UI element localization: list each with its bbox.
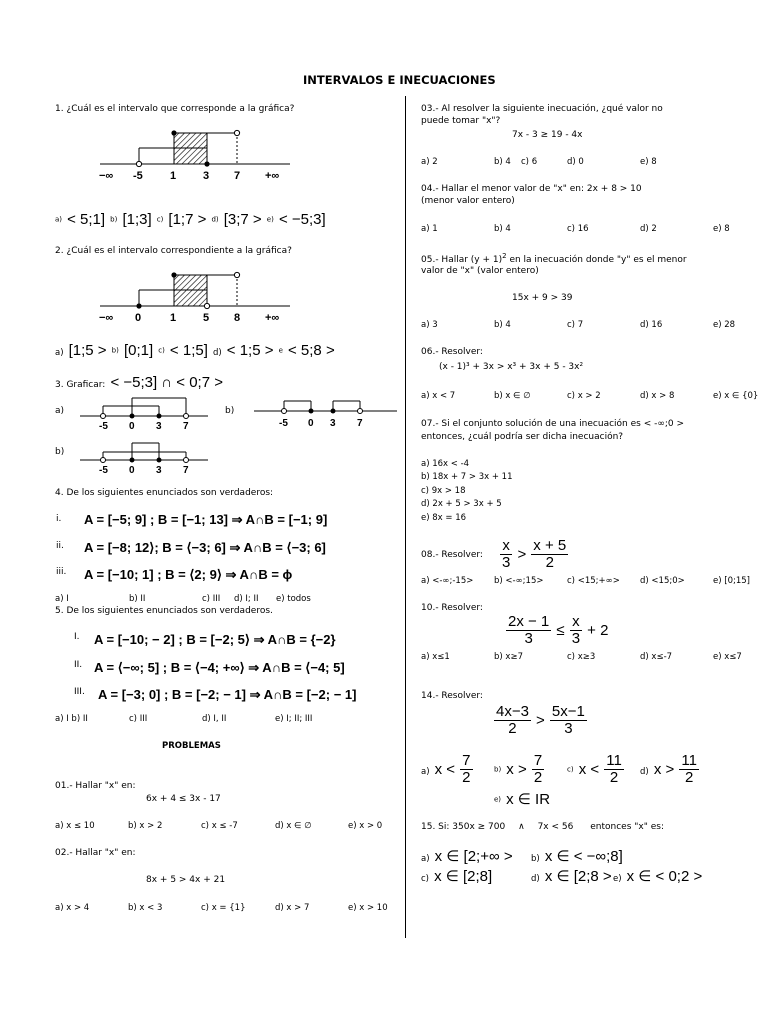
- p14-option-den: 2: [609, 769, 619, 786]
- q4-item-text: A = [−5; 9] ; B = [−1; 13] ⇒ A∩B = [−1; 9]: [84, 512, 328, 527]
- p02-option: d) x > 7: [275, 903, 310, 913]
- q1-option-letter: e): [266, 215, 274, 224]
- p14-option-letter: a): [421, 767, 430, 777]
- p10-option: b) x≥7: [494, 652, 523, 662]
- p07-option: d) 2x + 5 > 3x + 5: [421, 499, 502, 509]
- p14-option-letter: b): [494, 765, 502, 774]
- q2-tick: 8: [234, 312, 241, 324]
- p14-option-a: [421, 753, 473, 786]
- p14-option-den: 2: [684, 769, 694, 786]
- p15-option-e: [613, 866, 702, 885]
- p10-rhs-num: x: [572, 613, 580, 630]
- q3-option-c-letter: b): [55, 447, 65, 457]
- q3b-tick: 7: [357, 418, 363, 429]
- p06-option: a) x < 7: [421, 391, 456, 401]
- p15-question: [421, 822, 664, 832]
- p10-lhs-num: 2x − 1: [508, 613, 550, 630]
- q5-item-roman: I.: [74, 632, 80, 642]
- p14-option-letter: e): [494, 795, 502, 804]
- p06-option: b) x ∈ ∅: [494, 391, 531, 401]
- p07-question-line1: 07.- Si el conjunto solución de una inecuación es < -∞;0 >: [421, 419, 684, 429]
- q1-tick-pos-inf: +∞: [265, 170, 280, 182]
- p08-operator: >: [517, 546, 527, 563]
- q4-item-text: A = [−10; 1] ; B = ⟨2; 9⟩ ⇒ A∩B = ϕ: [84, 567, 293, 582]
- q5-option: a) I b) II: [55, 714, 88, 724]
- p14-option-text: x ∈ IR: [506, 791, 551, 808]
- q3b-tick: -5: [279, 418, 288, 429]
- page-title: INTERVALOS E INECUACIONES: [303, 73, 496, 87]
- p14-option-num: 11: [681, 752, 697, 769]
- p03-option: c) 6: [521, 157, 538, 167]
- p15-option-c: [421, 866, 492, 885]
- p14-lhs-den: 2: [508, 720, 517, 737]
- q3c-tick: 0: [129, 465, 135, 476]
- p15-option-text: x ∈ < 0;2 >: [626, 868, 703, 885]
- p14-option-den: 2: [462, 769, 471, 786]
- p05-question-line2: valor de "x" (valor entero): [421, 266, 539, 276]
- q1-option-text: < 5;1]: [67, 211, 106, 228]
- p14-option-fraction: [604, 753, 624, 786]
- p08-question: 08.- Resolver:: [421, 550, 483, 560]
- p03-expression: 7x - 3 ≥ 19 - 4x: [512, 130, 583, 140]
- p10-expression: [506, 614, 608, 647]
- p15-option-letter: c): [421, 874, 429, 884]
- q2-question: 2. ¿Cuál es el intervalo correspondiente a la gráfica?: [55, 246, 292, 256]
- p14-option-e: [494, 789, 550, 808]
- p04-question-line2: (menor valor entero): [421, 196, 515, 206]
- p03-option: e) 8: [640, 157, 657, 167]
- p08-rhs-fraction: [531, 538, 568, 571]
- q5-item-roman: II.: [74, 660, 83, 670]
- p04-question-line1: 04.- Hallar el menor valor de "x" en: 2x + 8 > 10: [421, 184, 642, 194]
- p15-option-letter: b): [531, 854, 540, 864]
- q2-option-letter: b): [111, 346, 119, 355]
- p14-lhs-num: 4x−3: [496, 703, 529, 720]
- p15-option-letter: a): [421, 854, 430, 864]
- p05-option: c) 7: [567, 320, 584, 330]
- p06-option: e) x ∈ {0}: [713, 391, 759, 401]
- p15-option-text: x ∈ [2;8 >: [544, 868, 612, 885]
- q3-header: [55, 372, 223, 391]
- p08-lhs-fraction: [500, 538, 512, 571]
- p10-option: a) x≤1: [421, 652, 450, 662]
- p08-expression: [500, 538, 568, 571]
- q1-tick: -5: [133, 170, 143, 182]
- p08-rhs-den: 2: [545, 554, 554, 571]
- p15-q-end: entonces "x" es:: [590, 822, 664, 832]
- q2-tick: 0: [135, 312, 142, 324]
- p15-q-mid: 7x < 56: [537, 822, 574, 832]
- p14-option-fraction: [532, 753, 544, 786]
- q3b-tick: 0: [308, 418, 314, 429]
- q1-tick: 1: [170, 170, 177, 182]
- p02-option: e) x > 10: [348, 903, 388, 913]
- p01-option: c) x ≤ -7: [201, 821, 238, 831]
- q2-option-text: < 5;8 >: [288, 342, 335, 359]
- p14-option-pre: x >: [506, 761, 527, 778]
- p07-option: a) 16x < -4: [421, 459, 470, 469]
- p06-option: d) x > 8: [640, 391, 675, 401]
- p05-question-a: 05.- Hallar (y + 1): [421, 255, 503, 265]
- q2-option-text: [1;5 >: [68, 342, 107, 359]
- p15-option-text: x ∈ < −∞;8]: [544, 848, 623, 865]
- p15-option-text: x ∈ [2;8]: [434, 868, 493, 885]
- p10-lhs-fraction: [506, 614, 551, 647]
- p14-option-letter: d): [640, 767, 649, 777]
- q4-option: e) todos: [276, 594, 311, 604]
- p07-question-line2: entonces, ¿cuál podría ser dicha inecuación?: [421, 432, 624, 442]
- p01-option: e) x > 0: [348, 821, 383, 831]
- p03-question-line2: puede tomar "x"?: [421, 116, 501, 126]
- p08-option: b) <-∞;15>: [494, 576, 544, 586]
- p07-option: c) 9x > 18: [421, 486, 466, 496]
- p01-expression: 6x + 4 ≤ 3x - 17: [146, 794, 221, 804]
- q2-option-letter: e: [278, 346, 283, 355]
- q1-option-letter: a): [55, 215, 63, 224]
- q4-option: b) II: [129, 594, 146, 604]
- p08-rhs-num: x + 5: [533, 537, 567, 554]
- p14-option-num: 7: [462, 752, 471, 769]
- p10-option: c) x≥3: [567, 652, 596, 662]
- p05-question-b: en la inecuación donde "y" es el menor: [506, 255, 687, 265]
- q5-item-text: A = [−3; 0] ; B = [−2; − 1] ⇒ A∩B = [−2; − 1]: [98, 687, 357, 702]
- p06-expression: (x - 1)³ + 3x > x³ + 3x + 5 - 3x²: [439, 362, 584, 372]
- q1-option-text: < −5;3]: [278, 211, 326, 228]
- p14-option-letter: c): [567, 765, 574, 774]
- problemas-heading: PROBLEMAS: [162, 741, 221, 751]
- q5-option: c) III: [129, 714, 148, 724]
- q1-tick-neg-inf: −∞: [99, 170, 114, 182]
- p14-option-d: [640, 753, 699, 786]
- q2-option-letter: d): [212, 348, 222, 358]
- q1-option-text: [3;7 >: [223, 211, 262, 228]
- q1-question: 1. ¿Cuál es el intervalo que corresponde a la gráfica?: [55, 104, 295, 114]
- q3c-tick: 3: [156, 465, 162, 476]
- q3-option-a-letter: a): [55, 406, 65, 416]
- p14-question: 14.- Resolver:: [421, 691, 483, 701]
- p14-option-b: [494, 753, 544, 786]
- q1-option-letter: c): [156, 215, 164, 224]
- q1-option-letter: b): [110, 215, 118, 224]
- p10-option: d) x≤-7: [640, 652, 673, 662]
- p10-rhs-den: 3: [571, 630, 581, 647]
- p08-option: c) <15;+∞>: [567, 576, 620, 586]
- p15-option-text: x ∈ [2;+∞ >: [434, 848, 513, 865]
- p01-option: d) x ∈ ∅: [275, 821, 312, 831]
- p15-q-prefix: 15. Si: 350x ≥ 700: [421, 822, 506, 832]
- column-divider: [405, 96, 406, 938]
- q5-option: d) I, II: [202, 714, 227, 724]
- p01-option: b) x > 2: [128, 821, 163, 831]
- p14-option-c: [567, 753, 624, 786]
- p08-option: e) [0;15]: [713, 576, 750, 586]
- q5-option: e) I; II; III: [275, 714, 313, 724]
- q3b-tick: 3: [330, 418, 336, 429]
- p10-lhs-den: 3: [524, 630, 533, 647]
- q1-option-text: [1;7 >: [168, 211, 207, 228]
- q1-tick: 7: [234, 170, 241, 182]
- q1-option-text: [1;3]: [122, 211, 152, 228]
- p05-option: a) 3: [421, 320, 438, 330]
- q3a-tick: 0: [129, 421, 135, 432]
- q2-option-letter: a): [55, 348, 64, 358]
- p08-option: a) <-∞;-15>: [421, 576, 474, 586]
- q2-tick-pos-inf: +∞: [265, 312, 280, 324]
- p02-option: a) x > 4: [55, 903, 90, 913]
- p05-option: d) 16: [640, 320, 663, 330]
- p06-question: 06.- Resolver:: [421, 347, 483, 357]
- p14-option-fraction: [460, 753, 472, 786]
- p03-option: b) 4: [494, 157, 511, 167]
- p02-option: c) x = {1}: [201, 903, 246, 913]
- p14-option-den: 2: [533, 769, 543, 786]
- p01-question: 01.- Hallar "x" en:: [55, 781, 136, 791]
- q3a-tick: 7: [183, 421, 189, 432]
- p08-option: d) <15;0>: [640, 576, 685, 586]
- q3-option-b-letter: b): [225, 406, 235, 416]
- p14-expression: [494, 704, 587, 737]
- q4-question: 4. De los siguientes enunciados son verdaderos:: [55, 488, 274, 498]
- q3-option-b-graph: [252, 394, 402, 434]
- q4-item-text: A = [−8; 12⟩; B = ⟨−3; 6] ⇒ A∩B = ⟨−3; 6]: [84, 540, 326, 555]
- p14-option-num: 7: [533, 752, 543, 769]
- q2-option-text: < 1;5]: [169, 342, 208, 359]
- p08-lhs-num: x: [502, 537, 510, 554]
- p02-question: 02.- Hallar "x" en:: [55, 848, 136, 858]
- q4-option: d) I; II: [234, 594, 259, 604]
- p04-option: b) 4: [494, 224, 511, 234]
- q5-question: 5. De los siguientes enunciados son verdaderos.: [55, 606, 273, 616]
- p15-option-letter: d): [531, 874, 540, 884]
- q2-tick: 1: [170, 312, 177, 324]
- p05-option: b) 4: [494, 320, 511, 330]
- p14-operator: >: [536, 712, 545, 729]
- q2-option-text: < 1;5 >: [226, 342, 274, 359]
- p10-question: 10.- Resolver:: [421, 603, 483, 613]
- p10-rhs-fraction: [570, 614, 582, 647]
- p14-rhs-fraction: [550, 704, 587, 737]
- p14-lhs-fraction: [494, 704, 531, 737]
- q3c-tick: 7: [183, 465, 189, 476]
- p10-option: e) x≤7: [713, 652, 742, 662]
- q1-tick: 3: [203, 170, 210, 182]
- p14-option-pre: x >: [653, 761, 675, 778]
- p05-question-line1: [421, 252, 687, 265]
- q3c-tick: -5: [99, 465, 108, 476]
- p14-option-pre: x <: [578, 761, 600, 778]
- q5-item-roman: III.: [74, 687, 85, 697]
- q4-item-roman: ii.: [56, 541, 64, 551]
- p15-option-b: [531, 846, 623, 865]
- p14-option-num: 11: [606, 752, 622, 769]
- p07-option: e) 8x = 16: [421, 513, 467, 523]
- p10-operator: ≤: [556, 622, 565, 639]
- q1-option-letter: d): [211, 215, 219, 224]
- p15-and-symbol: ∧: [518, 822, 525, 832]
- q2-options: [55, 340, 335, 359]
- p10-rhs-tail: + 2: [587, 622, 609, 639]
- p15-option-d: [531, 866, 612, 885]
- p15-option-letter: e): [613, 874, 622, 884]
- q3a-tick: 3: [156, 421, 162, 432]
- p05-expression: 15x + 9 > 39: [512, 293, 573, 303]
- q1-options: [55, 209, 326, 228]
- q4-item-roman: iii.: [56, 567, 67, 577]
- q3a-tick: -5: [99, 421, 108, 432]
- p04-option: d) 2: [640, 224, 657, 234]
- p05-exponent: 2: [502, 252, 507, 260]
- p14-rhs-den: 3: [564, 720, 573, 737]
- p08-lhs-den: 3: [502, 554, 511, 571]
- q2-tick: 5: [203, 312, 210, 324]
- p05-option: e) 28: [713, 320, 736, 330]
- p03-question-line1: 03.- Al resolver la siguiente inecuación, ¿qué valor no: [421, 104, 663, 114]
- p03-option: a) 2: [421, 157, 438, 167]
- p15-option-a: [421, 846, 513, 865]
- q3-expression: < −5;3] ∩ < 0;7 >: [110, 374, 223, 391]
- q5-item-text: A = [−10; − 2] ; B = [−2; 5⟩ ⇒ A∩B = {−2}: [94, 632, 336, 647]
- q2-option-letter: c): [158, 346, 165, 355]
- p14-option-pre: x <: [434, 761, 456, 778]
- p04-option: e) 8: [713, 224, 730, 234]
- q3-prefix: 3. Graficar:: [55, 380, 106, 390]
- p04-option: a) 1: [421, 224, 438, 234]
- q4-option: a) I: [55, 594, 69, 604]
- p04-option: c) 16: [567, 224, 589, 234]
- p14-option-fraction: [679, 753, 699, 786]
- p01-option: a) x ≤ 10: [55, 821, 95, 831]
- q2-tick-neg-inf: −∞: [99, 312, 114, 324]
- p06-option: c) x > 2: [567, 391, 601, 401]
- q4-item-roman: i.: [56, 514, 62, 524]
- p02-expression: 8x + 5 > 4x + 21: [146, 875, 226, 885]
- q2-option-text: [0;1]: [123, 342, 154, 359]
- q5-item-text: A = ⟨−∞; 5] ; B = ⟨−4; +∞⟩ ⇒ A∩B = ⟨−4; 5]: [94, 660, 345, 675]
- p14-rhs-num: 5x−1: [551, 703, 585, 720]
- p03-option: d) 0: [567, 157, 584, 167]
- q4-option: c) III: [202, 594, 221, 604]
- p02-option: b) x < 3: [128, 903, 163, 913]
- p07-option: b) 18x + 7 > 3x + 11: [421, 472, 513, 482]
